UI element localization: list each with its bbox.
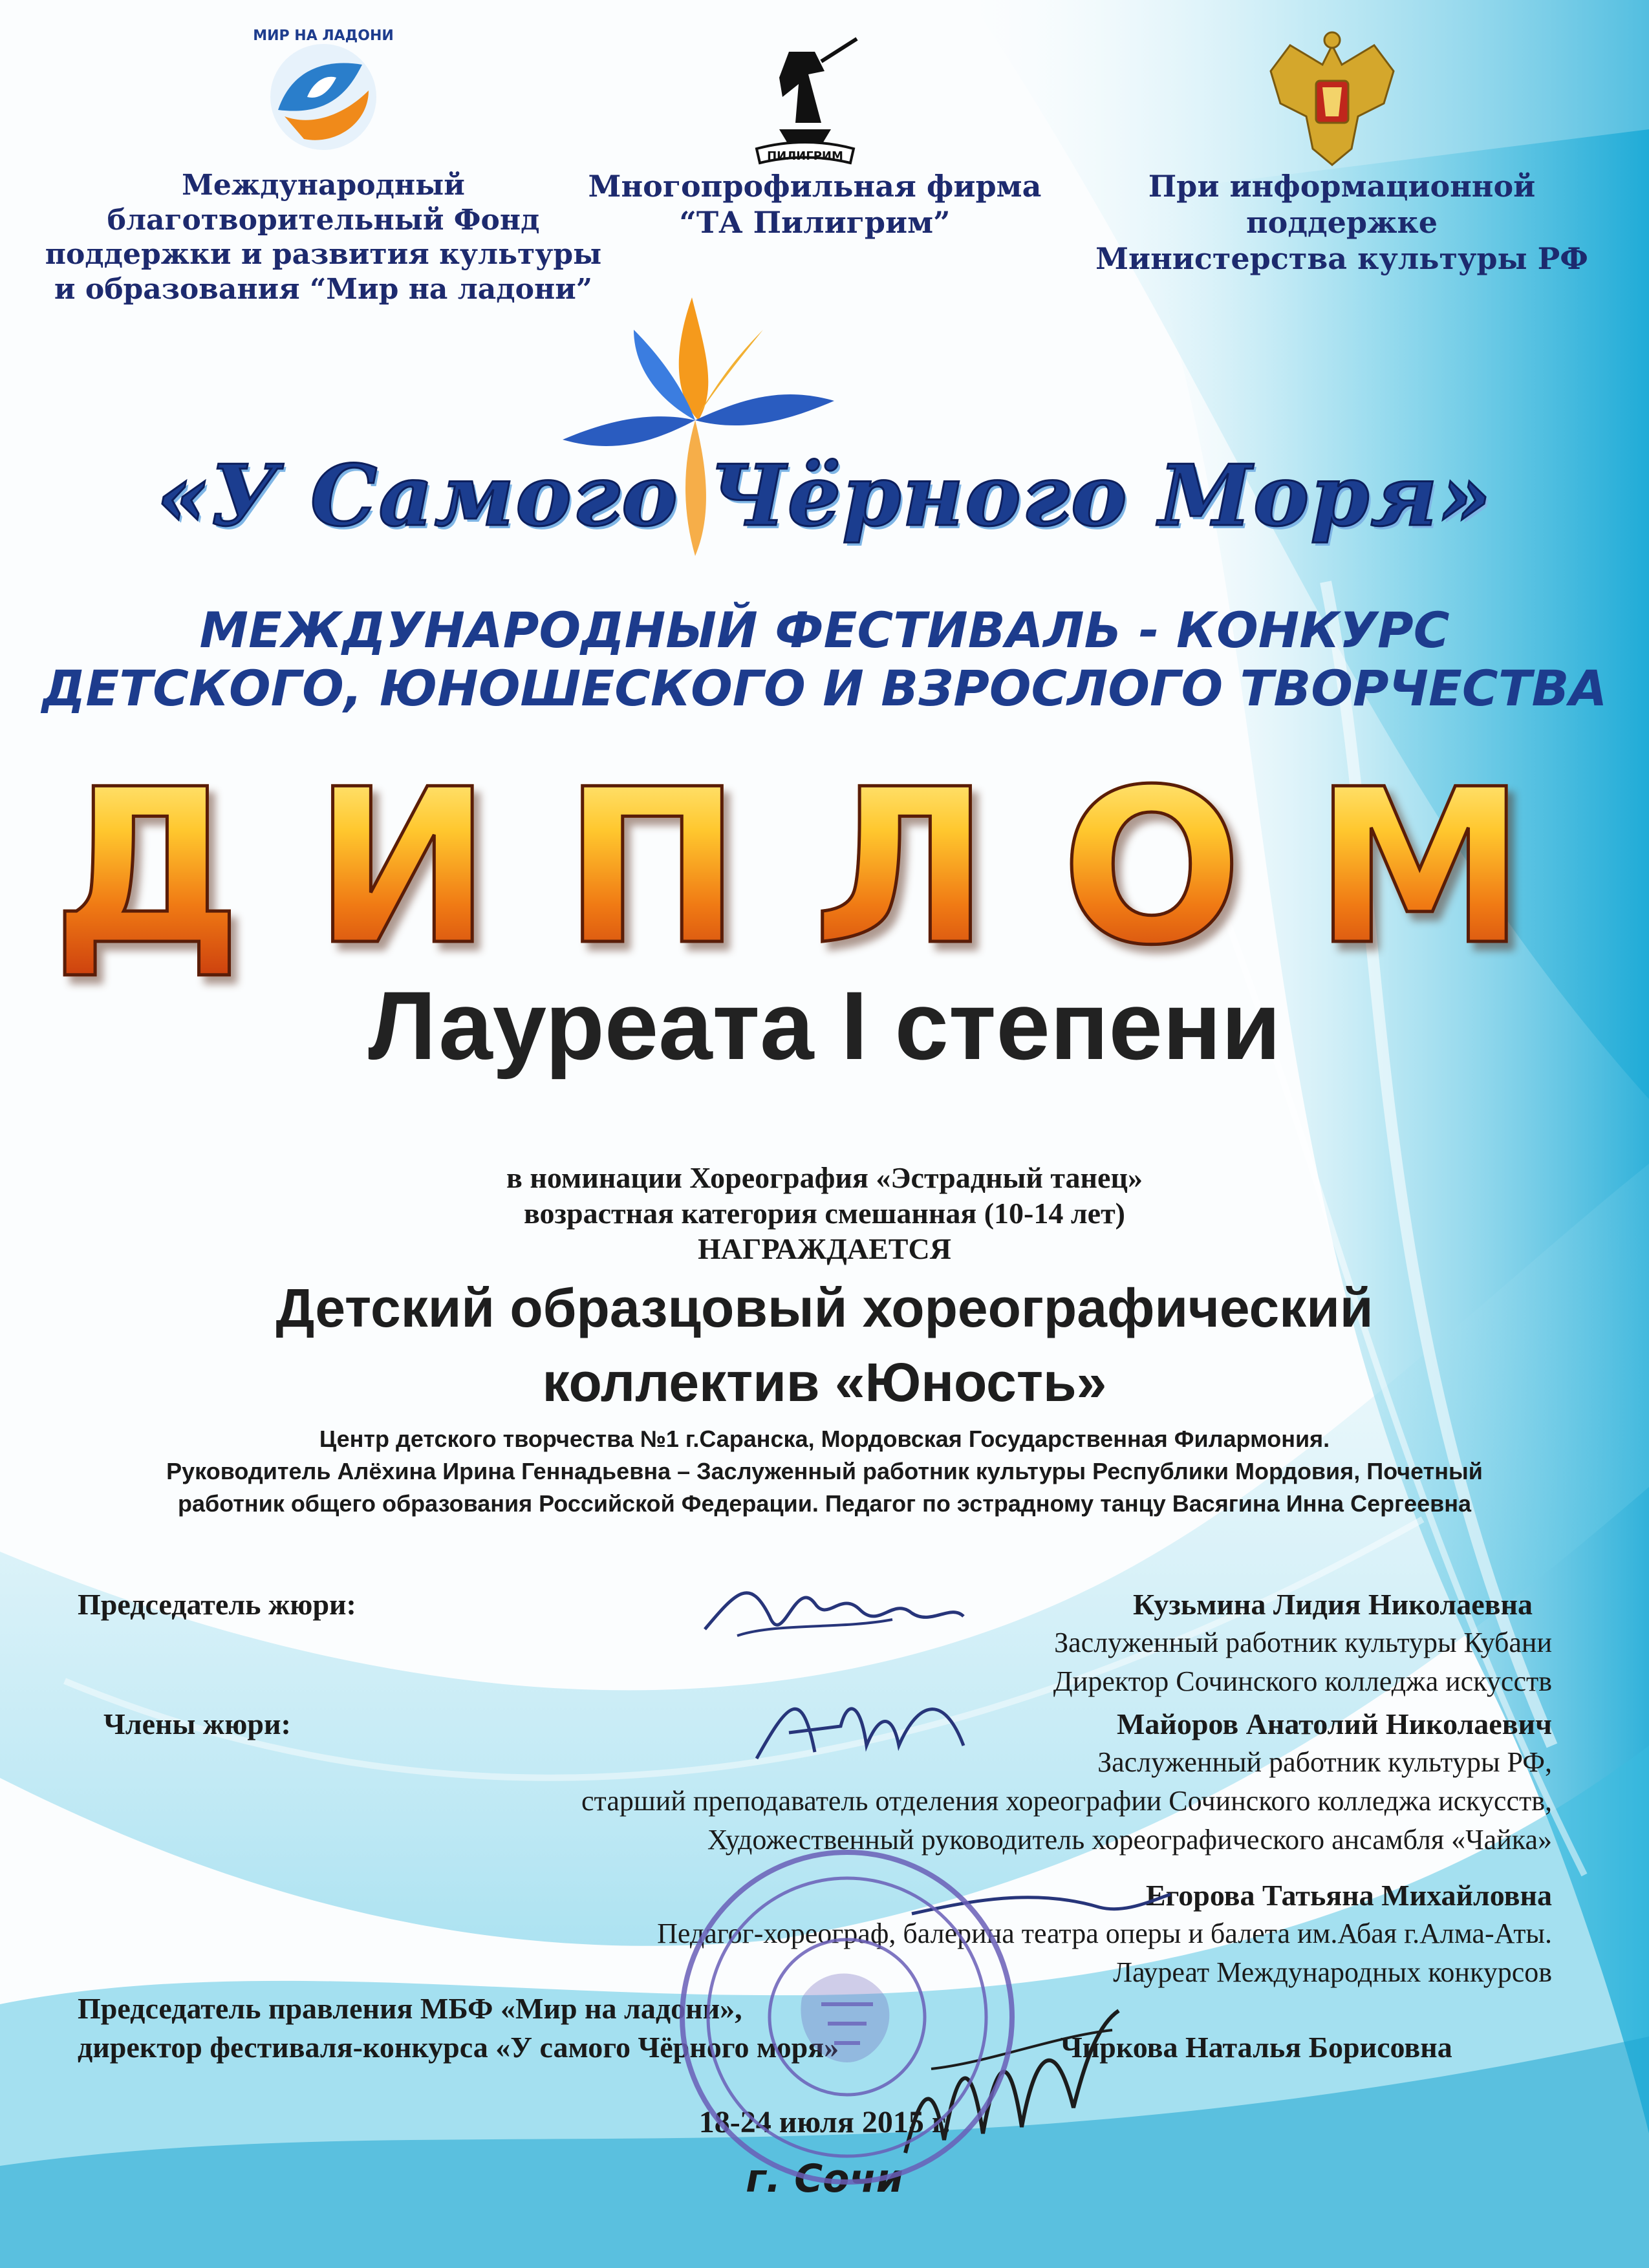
festival-dates: 18-24 июля 2015 г. — [698, 2105, 951, 2139]
recipient-name-line1: Детский образцовый хореографический — [275, 1278, 1374, 1338]
sponsor-line: “ТА Пилигрим” — [679, 205, 951, 241]
sponsor-foundation — [39, 168, 608, 307]
nomination-line: в номинации Хореография «Эстрадный танец» — [506, 1161, 1143, 1194]
pilgrim-logo — [718, 26, 892, 175]
sponsor-line: и образования “Мир на ладони” — [54, 273, 593, 306]
logo-text: ПИЛИГРИМ — [767, 149, 843, 163]
sponsor-line: При информационной — [1148, 169, 1536, 204]
jury-member-name: Майоров Анатолий Николаевич — [1116, 1707, 1552, 1740]
jury-member-title: Лауреат Международных конкурсов — [1113, 1956, 1552, 1988]
jury-chair-name: Кузьмина Лидия Николаевна — [1133, 1588, 1533, 1621]
festival-subtitle-line2: ДЕТСКОГО, ЮНОШЕСКОГО И ВЗРОСЛОГО ТВОРЧЕСТВА — [41, 659, 1608, 717]
jury-member-title: старший преподаватель отделения хореографии Сочинского колледжа искусств, — [581, 1785, 1552, 1817]
recipient-detail: работник общего образования Российской Федерации. Педагог по эстрадному танцу Васягина Инна Сергеевна — [177, 1490, 1472, 1517]
sponsor-ministry — [1073, 168, 1610, 277]
double-headed-eagle-emblem — [1255, 26, 1410, 171]
awarded-label: НАГРАЖДАЕТСЯ — [698, 1232, 951, 1265]
sponsor-line: Международный — [182, 169, 465, 202]
jury-chair-label: Председатель жюри: — [78, 1588, 356, 1621]
jury-member-title: Заслуженный работник культуры РФ, — [1097, 1746, 1552, 1778]
organization-seal — [673, 1843, 1022, 2192]
logo-text: МИР НА ЛАДОНИ — [253, 28, 394, 44]
jury-member-title: Педагог-хореограф, балерина театра оперы и балета им.Абая г.Алма-Аты. — [657, 1918, 1552, 1949]
board-chair-name: Чиркова Наталья Борисовна — [1061, 2031, 1452, 2064]
sponsor-firm — [569, 168, 1061, 241]
board-chair-title: Председатель правления МБФ «Мир на ладони», — [78, 1992, 742, 2025]
jury-members-label: Члены жюри: — [103, 1707, 291, 1740]
festival-title: «У Самого Чёрного Моря» — [156, 446, 1493, 545]
laureate-degree: Лауреата I степени — [368, 971, 1281, 1080]
age-category-line: возрастная категория смешанная (10-14 лет) — [523, 1197, 1126, 1230]
signature-jury-member — [750, 1674, 996, 1778]
recipient-detail: Центр детского творчества №1 г.Саранска, Мордовская Государственная Филармония. — [319, 1426, 1330, 1452]
festival-subtitle-line1: МЕЖДУНАРОДНЫЙ ФЕСТИВАЛЬ - КОНКУРС — [199, 601, 1450, 659]
jury-chair-title: Заслуженный работник культуры Кубани — [1054, 1627, 1552, 1658]
jury-member-name: Егорова Татьяна Михайловна — [1145, 1879, 1552, 1912]
sponsor-line: Многопрофильная фирма — [588, 169, 1042, 204]
sponsor-line: поддержке — [1245, 205, 1438, 241]
festival-director-title: директор фестиваля-конкурса «У самого Чёрного моря» — [78, 2031, 839, 2064]
recipient-detail: Руководитель Алёхина Ирина Геннадьевна – Заслуженный работник культуры Республики Мордовия, Почетный — [166, 1458, 1483, 1484]
sponsor-line: Министерства культуры РФ — [1095, 241, 1588, 277]
sponsor-line: поддержки и развития культуры — [45, 238, 602, 272]
signature-jury-chair — [698, 1552, 970, 1655]
jury-chair-title: Директор Сочинского колледжа искусств — [1053, 1665, 1552, 1697]
festival-city: г. Сочи — [746, 2156, 903, 2201]
recipient-name-line2: коллектив «Юность» — [542, 1352, 1107, 1413]
mir-na-ladoni-logo — [239, 19, 407, 168]
diploma-heading: ДИПЛОМ — [0, 744, 1649, 992]
jury-member-title: Художественный руководитель хореографического ансамбля «Чайка» — [707, 1824, 1552, 1856]
sponsor-line: благотворительный Фонд — [107, 203, 540, 237]
